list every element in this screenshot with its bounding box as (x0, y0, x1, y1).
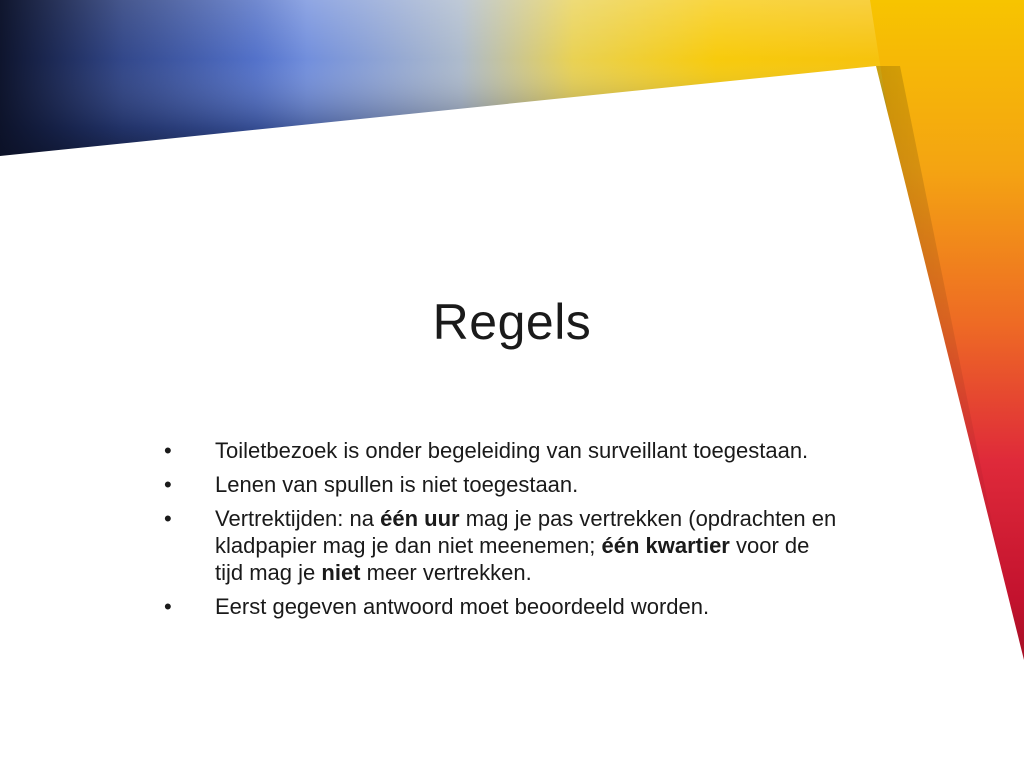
bullet-point: • (164, 506, 172, 531)
bullet-text-segment: Vertrektijden: na (215, 506, 381, 531)
bullet-text: Lenen van spullen is niet toegestaan. (215, 472, 579, 497)
bullet-text: Toiletbezoek is onder begeleiding van surveillant toegestaan. (215, 438, 809, 463)
bullet-item (160, 505, 840, 586)
bullet-point: • (164, 472, 172, 497)
bullet-list (160, 437, 840, 627)
bullet-point: • (164, 438, 172, 463)
bullet-text-segment: voor de tijd mag je (215, 533, 810, 585)
bullet-text-segment: meer vertrekken. (360, 560, 532, 585)
bullet-text-segment: mag je pas vertrekken (opdrachten en kladpapier mag je dan niet meenemen; (215, 506, 837, 558)
slide-title: Regels (432, 294, 592, 350)
bullet-item (160, 471, 840, 498)
bullet-point: • (164, 594, 172, 619)
bullet-text-emphasis: niet (321, 560, 361, 585)
bullet-item (160, 437, 840, 464)
bullet-item (160, 593, 840, 620)
bullet-text-emphasis: één uur (380, 506, 460, 531)
bullet-text: Eerst gegeven antwoord moet beoordeeld worden. (215, 594, 710, 619)
bullet-text-emphasis: één kwartier (601, 533, 730, 558)
